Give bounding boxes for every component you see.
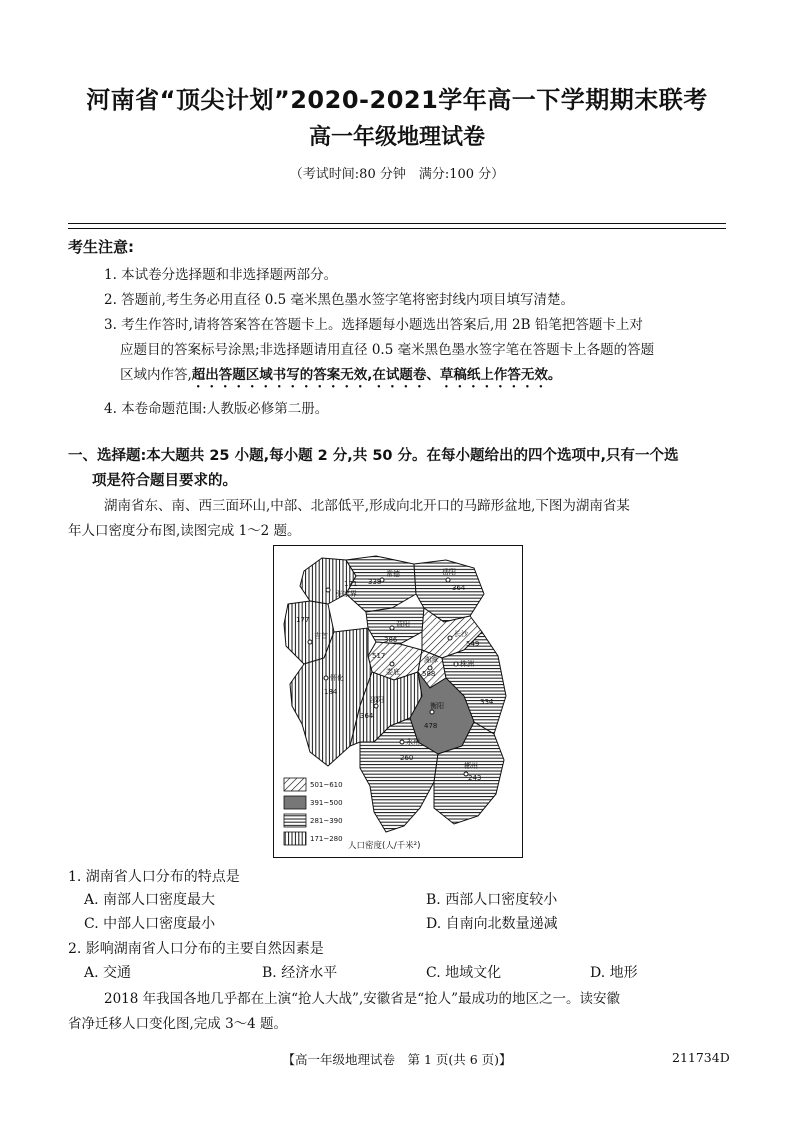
intro2-line1: 2018 年我国各地几乎都在上演“抢人大战”,安徽省是“抢人”最成功的地区之一。读安徽 <box>104 991 621 1007</box>
legend-label-4: 171~280 <box>310 835 343 843</box>
city-name-zhangjiajie: 张家界 <box>336 590 357 598</box>
question-1-option-c: C. 中部人口密度最小 <box>84 916 216 932</box>
city-value-shaoyang: 364 <box>360 712 374 720</box>
city-name-loudi: 娄底 <box>386 668 400 676</box>
city-value-yueyang: 364 <box>452 584 466 592</box>
legend-label-2: 391~500 <box>310 799 343 807</box>
city-value-chenzhou: 243 <box>468 774 482 782</box>
exam-time-score: （考试时间:80 分钟 满分:100 分） <box>289 167 505 182</box>
question-1-option-d: D. 自南向北数量递减 <box>426 916 558 932</box>
exam-subtitle: 高一年级地理试卷 <box>308 125 485 150</box>
legend-swatch-281-390 <box>284 814 306 827</box>
notice-heading: 考生注意: <box>68 238 134 256</box>
city-name-changde: 常德 <box>386 570 400 578</box>
intro2-line2: 省净迁移人口变化图,完成 3～4 题。 <box>68 1016 288 1032</box>
question-1-option-a: A. 南部人口密度最大 <box>84 892 216 908</box>
city-name-yueyang: 岳阳 <box>442 568 456 576</box>
notice-item-3-line1: 3. 考生作答时,请将答案答在答题卡上。选择题每小题选出答案后,用 2B 铅笔把答题卡上对 <box>104 317 643 333</box>
city-value-loudi: 517 <box>372 652 386 660</box>
city-name-yongzhou: 永州 <box>406 738 420 746</box>
city-name-huaihua: 怀化 <box>330 674 344 682</box>
intro-line1: 湖南省东、南、西三面环山,中部、北部低平,形成向北开口的马蹄形盆地,下图为湖南省某 <box>104 498 630 514</box>
section-heading-line1: 一、选择题:本大题共 25 小题,每小题 2 分,共 50 分。在每小题给出的四个选项中,只有一个选 <box>68 448 679 464</box>
page-footer: 【高一年级地理试卷 第 1 页(共 6 页)】 <box>282 1052 512 1067</box>
city-value-changde: 338 <box>368 578 382 586</box>
header-rule-thick <box>68 223 726 224</box>
city-name-jishou: 吉首 <box>314 632 328 640</box>
notice-item-4: 4. 本卷命题范围:人教版必修第二册。 <box>104 401 329 417</box>
city-name-zhuzhou: 株洲 <box>460 660 474 668</box>
notice-item-3-line3 <box>120 363 561 391</box>
legend-label-1: 501~610 <box>310 781 343 789</box>
notice-item-3-emphasis: 超出答题区域书写的答案无效,在试题卷、草稿纸上作答无效。 <box>191 367 562 383</box>
legend-swatch-171-280 <box>284 832 306 845</box>
city-name-hengyang: 衡阳 <box>430 702 444 710</box>
question-1-option-b: B. 西部人口密度较小 <box>426 892 558 908</box>
city-value-changsha: 549 <box>466 640 480 648</box>
city-value-xiangtan: 588 <box>422 670 436 678</box>
notice-item-3-plain: 区域内作答, <box>120 367 192 383</box>
intro-line2: 年人口密度分布图,读图完成 1～2 题。 <box>68 523 301 539</box>
city-name-yiyang: 益阳 <box>396 620 410 628</box>
notice-item-3-line2: 应题目的答案标号涂黑;非选择题请用直径 0.5 毫米黑色墨水签字笔在答题卡上各题的答题 <box>120 342 655 358</box>
city-value-hengyang: 478 <box>424 722 438 730</box>
city-name-changsha: 长沙 <box>454 630 468 638</box>
question-2-stem: 2. 影响湖南省人口分布的主要自然因素是 <box>68 941 324 957</box>
question-1-stem: 1. 湖南省人口分布的特点是 <box>68 869 240 885</box>
legend-title: 人口密度(人/千米²) <box>348 841 421 851</box>
question-2-option-d: D. 地形 <box>590 965 638 981</box>
legend-swatch-501-610 <box>284 778 306 791</box>
population-density-map <box>273 545 523 858</box>
question-2-option-a: A. 交通 <box>84 965 132 981</box>
notice-item-1: 1. 本试卷分选择题和非选择题两部分。 <box>104 267 338 283</box>
city-value-yongzhou: 260 <box>400 754 414 762</box>
city-name-shaoyang: 邵阳 <box>370 696 384 704</box>
legend-label-3: 281~390 <box>310 817 343 825</box>
city-value-huaihua: 184 <box>324 688 338 696</box>
city-value-jishou: 177 <box>296 616 310 624</box>
question-2-option-b: B. 经济水平 <box>262 965 338 981</box>
notice-item-2: 2. 答题前,考生务必用直径 0.5 毫米黑色墨水签字笔将密封线内项目填写清楚。 <box>104 292 575 308</box>
paper-code: 211734D <box>672 1050 730 1065</box>
city-value-zhangjiajie: 171 <box>344 580 358 588</box>
city-name-chenzhou: 郴州 <box>464 762 478 770</box>
header-rule-thin <box>68 228 726 229</box>
legend-swatch-391-500 <box>284 796 306 809</box>
city-value-zhuzhou: 334 <box>480 698 494 706</box>
section-heading-line2: 项是符合题目要求的。 <box>92 473 237 489</box>
question-2-option-c: C. 地域文化 <box>426 965 502 981</box>
city-value-yiyang: 386 <box>384 636 398 644</box>
city-name-xiangtan: 湘潭 <box>424 656 438 664</box>
exam-title: 河南省“顶尖计划”2020-2021学年高一下学期期末联考 <box>86 86 708 114</box>
